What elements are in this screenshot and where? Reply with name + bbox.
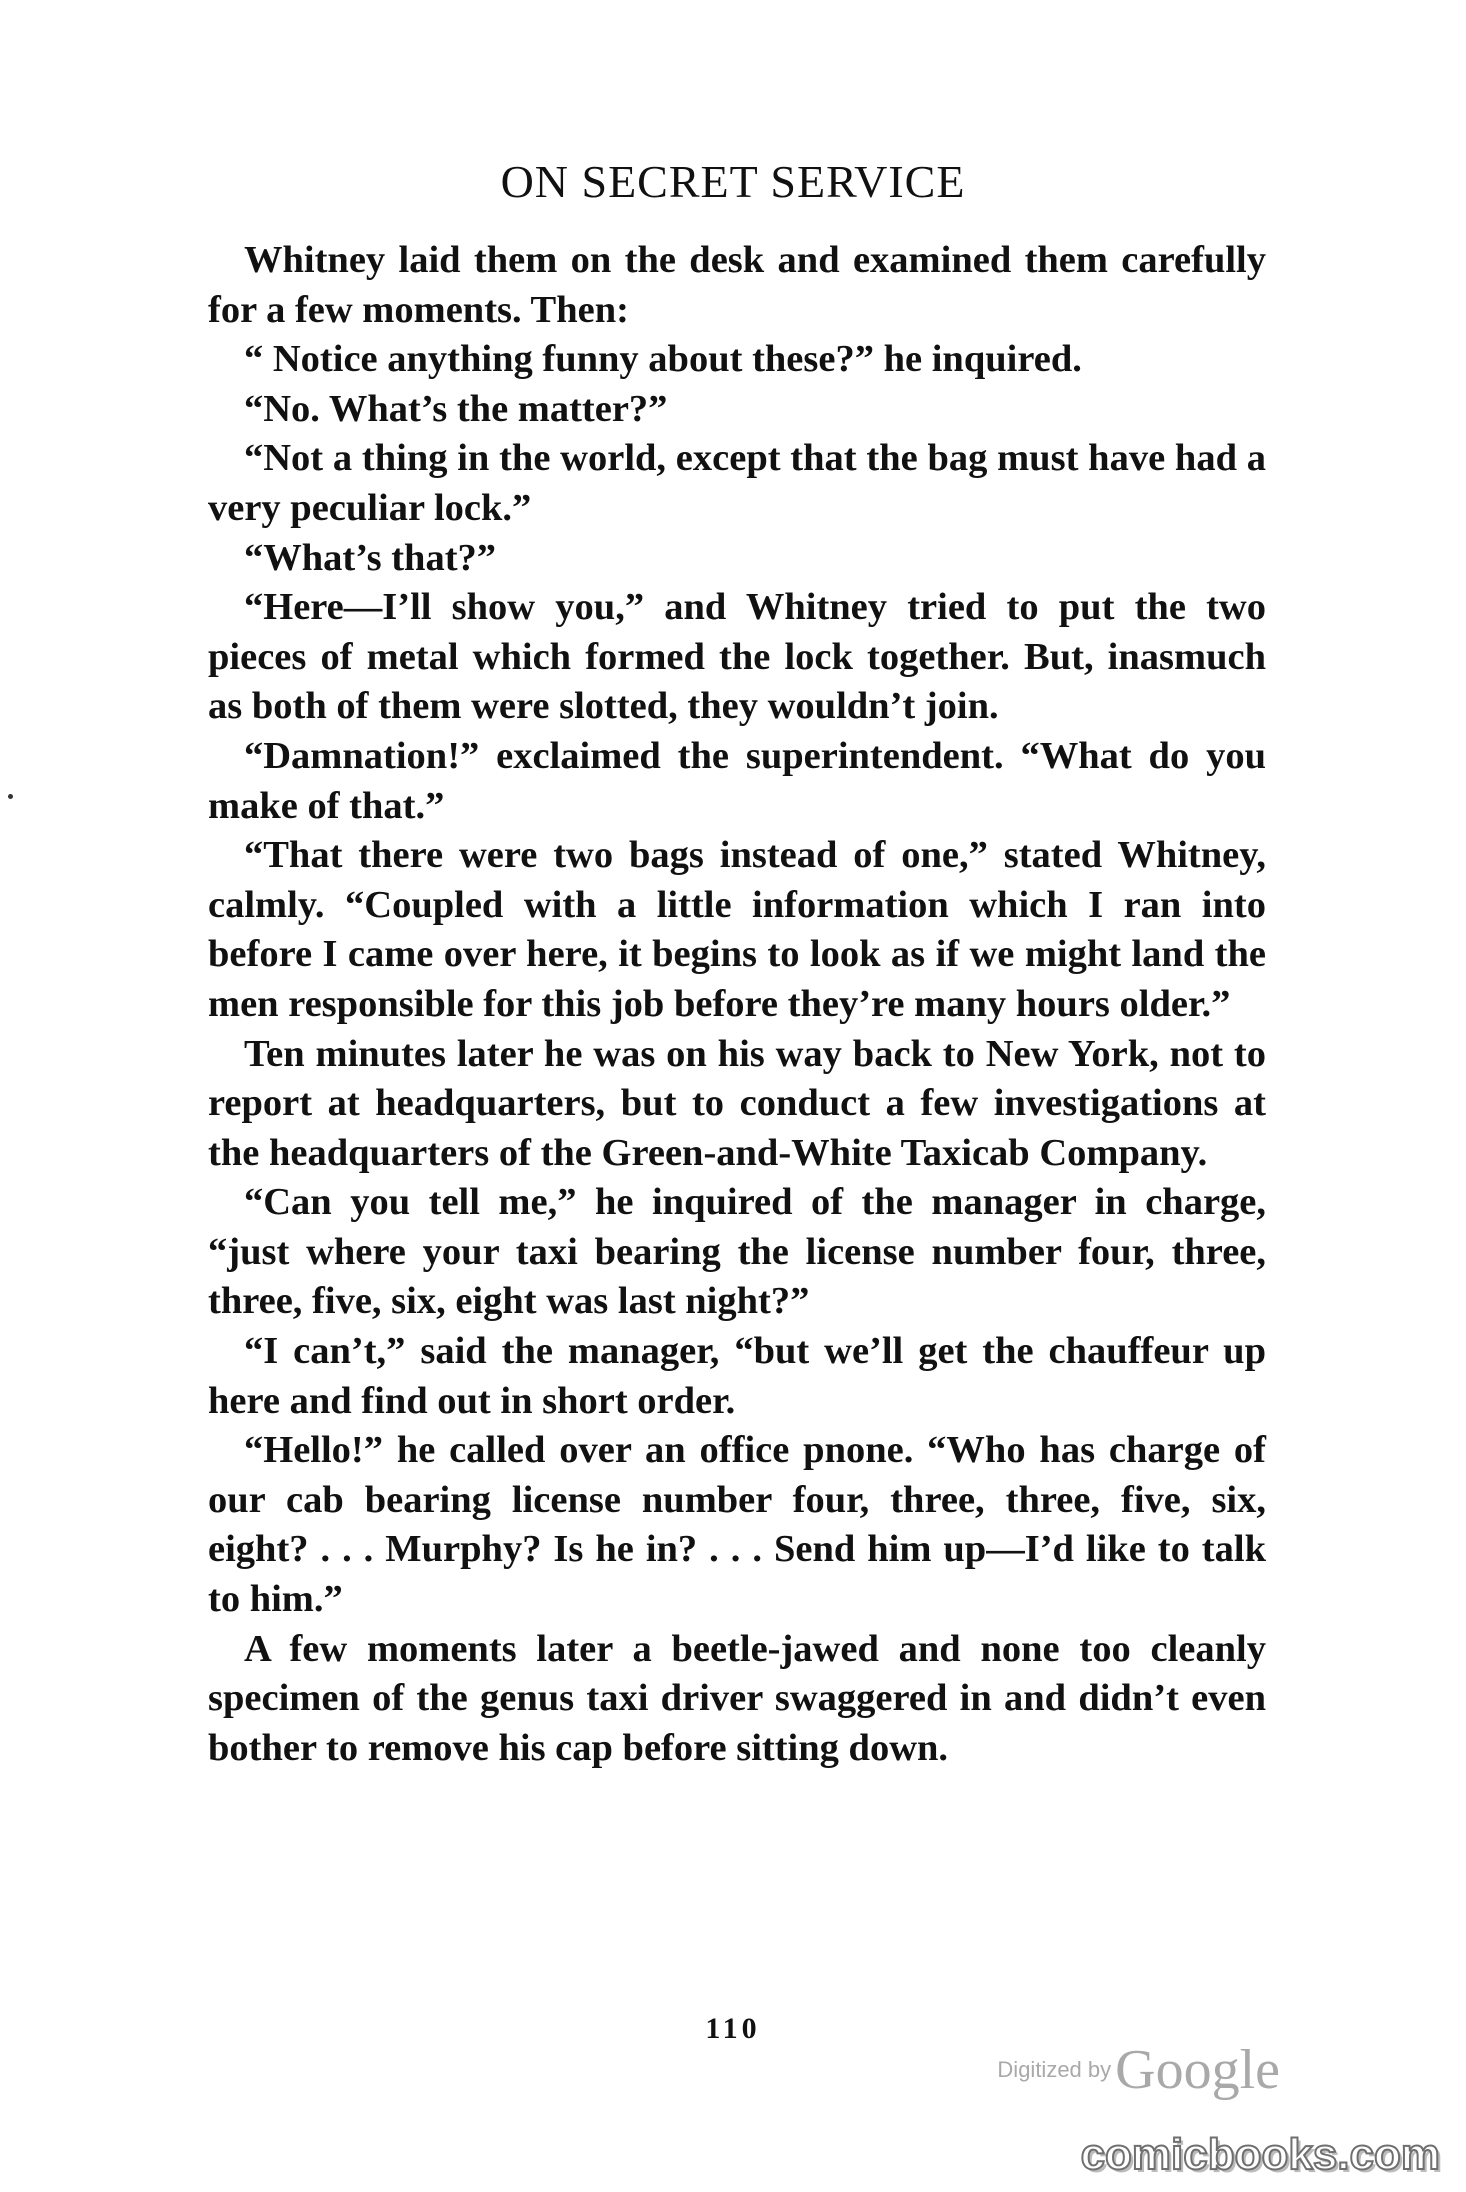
paragraph: “I can’t,” said the manager, “but we’ll get the chauffeur up here and find out in short order. (208, 1330, 1266, 1422)
scan-speck (8, 794, 13, 799)
digitized-by-stamp (950, 2038, 1280, 2102)
paragraph: Ten minutes later he was on his way back to New York, not to report at headquarters, but to conduct a few investigations at the headquarters of the Green-and-White Taxicab Company. (208, 1032, 1266, 1174)
paragraph: Whitney laid them on the desk and examined them carefully for a few moments. Then: (208, 239, 1266, 331)
body-text (208, 236, 1266, 1773)
paragraph: “What’s that?” (244, 536, 497, 579)
paragraph: “No. What’s the matter?” (244, 387, 668, 430)
site-watermark: comicbooks.com (1080, 2130, 1440, 2179)
page-number: 110 (705, 2012, 761, 2045)
paragraph: “Hello!” he called over an office pnone. “Who has charge of our cab bearing license number four, three, three, five, six, eight? . . . Murphy? Is he in? . . . Send him up—I’d like to talk to him.” (208, 1429, 1266, 1621)
running-head: ON SECRET SERVICE (500, 156, 966, 207)
paragraph: “Can you tell me,” he inquired of the manager in charge, “just where your taxi bearing the license number four, three, three, five, six, eight was last night?” (208, 1181, 1266, 1323)
paragraph: “ Notice anything funny about these?” he inquired. (244, 338, 1082, 381)
paragraph: “Not a thing in the world, except that the bag must have had a very peculiar lock.” (208, 437, 1266, 529)
paragraph: A few moments later a beetle-jawed and none too cleanly specimen of the genus taxi driver swaggered in and didn’t even bother to remove his cap before sitting down. (208, 1627, 1266, 1769)
paragraph: “Here—I’ll show you,” and Whitney tried to put the two pieces of metal which formed the lock together. But, inasmuch as both of them were slotted, they wouldn’t join. (208, 586, 1266, 728)
paragraph: “That there were two bags instead of one,” stated Whitney, calmly. “Coupled with a little information which I ran into before I came over here, it begins to look as if we might land the men responsible for this job before they’re many hours older.” (208, 834, 1266, 1025)
digitized-prefix: Digitized by (997, 2057, 1112, 2082)
google-logo: Google (1115, 2039, 1280, 2101)
paragraph: “Damnation!” exclaimed the superintendent. “What do you make of that.” (208, 734, 1266, 827)
